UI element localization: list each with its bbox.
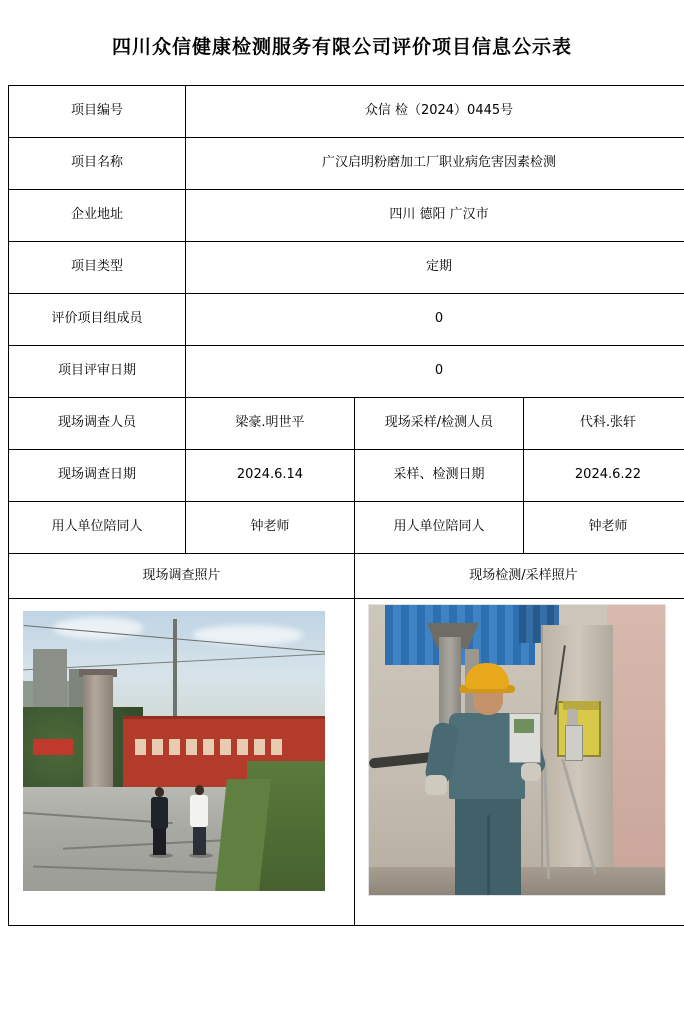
table-row bbox=[9, 241, 684, 293]
row-value: 0 bbox=[186, 345, 684, 397]
testing-photo-image bbox=[369, 605, 665, 895]
cloud bbox=[53, 617, 143, 639]
row-value-secondary: 钟老师 bbox=[524, 501, 684, 553]
row-label-secondary: 用人单位陪同人 bbox=[355, 501, 524, 553]
table-row bbox=[9, 85, 684, 137]
row-label-secondary: 现场采样/检测人员 bbox=[355, 397, 524, 449]
table-row bbox=[9, 293, 684, 345]
row-label: 现场调查人员 bbox=[9, 397, 186, 449]
survey-photo bbox=[9, 599, 354, 925]
person-head bbox=[155, 787, 164, 797]
person-head bbox=[195, 785, 204, 795]
row-value: 广汉启明粉磨加工厂职业病危害因素检测 bbox=[186, 137, 684, 189]
row-label: 用人单位陪同人 bbox=[9, 501, 186, 553]
row-value: 0 bbox=[186, 293, 684, 345]
row-label-secondary: 采样、检测日期 bbox=[355, 449, 524, 501]
row-value-secondary: 2024.6.22 bbox=[524, 449, 684, 501]
person-legs bbox=[193, 825, 206, 855]
row-label: 项目评审日期 bbox=[9, 345, 186, 397]
sampling-instrument bbox=[565, 725, 583, 761]
survey-photo-image bbox=[23, 611, 325, 891]
worker-glove bbox=[425, 775, 447, 795]
photo-header-row bbox=[9, 553, 684, 598]
table-row bbox=[9, 397, 684, 449]
table-row bbox=[9, 449, 684, 501]
row-value: 钟老师 bbox=[186, 501, 355, 553]
person-torso bbox=[190, 795, 208, 827]
project-info-table bbox=[8, 85, 684, 926]
person-legs bbox=[153, 827, 166, 855]
painted-wall bbox=[607, 605, 665, 895]
wall-signage bbox=[135, 739, 285, 755]
table-row bbox=[9, 345, 684, 397]
row-value: 2024.6.14 bbox=[186, 449, 355, 501]
table-row bbox=[9, 189, 684, 241]
row-label: 企业地址 bbox=[9, 189, 186, 241]
row-value: 众信 检（2024）0445号 bbox=[186, 85, 684, 137]
table-row bbox=[9, 501, 684, 553]
row-label: 项目编号 bbox=[9, 85, 186, 137]
person-torso bbox=[151, 797, 168, 829]
row-label: 现场调查日期 bbox=[9, 449, 186, 501]
row-label: 评价项目组成员 bbox=[9, 293, 186, 345]
gate-pillar bbox=[83, 675, 113, 803]
row-label: 项目名称 bbox=[9, 137, 186, 189]
photo-header-left: 现场调查照片 bbox=[9, 553, 355, 598]
testing-photo bbox=[355, 599, 684, 925]
photo-cell-right bbox=[355, 598, 684, 925]
worker-leg-gap bbox=[487, 815, 490, 895]
photo-row bbox=[9, 598, 684, 925]
tripod-leg bbox=[543, 759, 550, 879]
row-value: 四川 德阳 广汉市 bbox=[186, 189, 684, 241]
photo-header-right: 现场检测/采样照片 bbox=[355, 553, 684, 598]
row-value: 梁豪.明世平 bbox=[186, 397, 355, 449]
table-row bbox=[9, 137, 684, 189]
detector-screen bbox=[514, 719, 534, 733]
photo-cell-left bbox=[9, 598, 355, 925]
row-label: 项目类型 bbox=[9, 241, 186, 293]
row-value-secondary: 代科.张轩 bbox=[524, 397, 684, 449]
row-value: 定期 bbox=[186, 241, 684, 293]
red-banner bbox=[33, 739, 73, 755]
page-title: 四川众信健康检测服务有限公司评价项目信息公示表 bbox=[111, 36, 572, 58]
worker-glove bbox=[521, 763, 541, 781]
